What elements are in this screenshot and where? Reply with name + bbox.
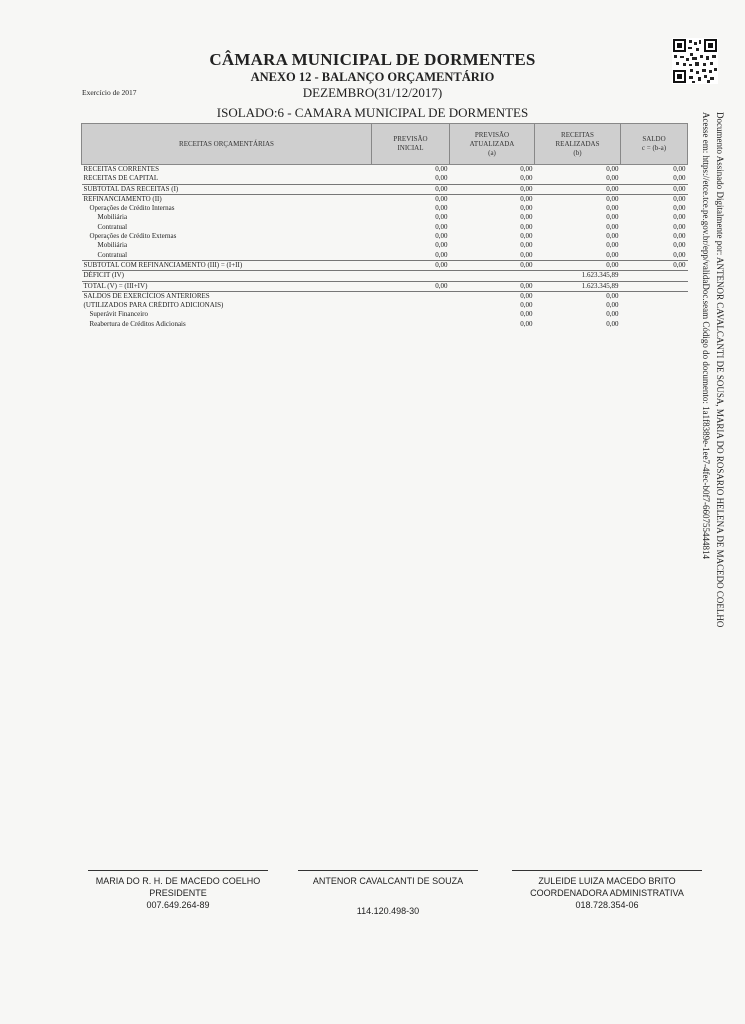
table-row bbox=[82, 232, 688, 241]
value-cell: 0,00 bbox=[450, 291, 535, 301]
value-cell bbox=[372, 301, 450, 310]
value-cell: 0,00 bbox=[621, 260, 688, 270]
value-cell: 1.623.345,89 bbox=[535, 281, 621, 291]
value-cell: 0,00 bbox=[673, 232, 686, 241]
value-cell bbox=[621, 281, 688, 291]
value-cell: 0,00 bbox=[520, 213, 533, 222]
table-row bbox=[82, 301, 688, 310]
row-label: TOTAL (V) = (III+IV) bbox=[82, 281, 372, 291]
table-header-row bbox=[82, 124, 688, 165]
signature-block-coordinator bbox=[512, 870, 702, 911]
column-header: SALDO c = (b-a) bbox=[621, 124, 688, 165]
table-row bbox=[82, 320, 688, 329]
value-cell: 0,00 bbox=[673, 174, 686, 183]
value-cell: 0,00 bbox=[535, 291, 621, 301]
table-row bbox=[82, 223, 688, 232]
row-label: SUBTOTAL COM REFINANCIAMENTO (III) = (I+II) bbox=[82, 260, 372, 270]
signature-notice-line: Documento Assinado Digitalmente por: ANTENOR CAVALCANTI DE SOUSA, MARIA DO ROSARIO HELENA DE MACEDO COELHO bbox=[715, 112, 725, 628]
value-cell: 0,00 bbox=[435, 165, 448, 173]
row-label: REFINANCIAMENTO (II) bbox=[82, 194, 372, 204]
period-label: DEZEMBRO(31/12/2017) bbox=[302, 85, 443, 100]
value-cell: 0,00 bbox=[606, 319, 619, 328]
row-label: DÉFICIT (IV) bbox=[82, 271, 372, 281]
signatory-document: 007.649.264-89 bbox=[146, 900, 210, 910]
signature-block-president bbox=[88, 870, 268, 911]
value-cell: 0,00 bbox=[520, 310, 533, 319]
column-header: RECEITAS REALIZADAS (b) bbox=[535, 124, 621, 165]
row-label: SALDOS DE EXERCÍCIOS ANTERIORES bbox=[82, 291, 372, 301]
value-cell bbox=[621, 310, 688, 319]
value-cell bbox=[450, 271, 535, 281]
value-cell: 0,00 bbox=[520, 250, 533, 259]
value-cell: 0,00 bbox=[673, 222, 686, 231]
signature-line bbox=[512, 870, 702, 871]
value-cell: 0,00 bbox=[435, 222, 448, 231]
budget-table bbox=[81, 123, 688, 329]
signature-line bbox=[298, 870, 478, 871]
value-cell: 0,00 bbox=[606, 174, 619, 183]
value-cell: 0,00 bbox=[535, 184, 621, 194]
qr-code-icon bbox=[672, 38, 718, 84]
value-cell bbox=[372, 310, 450, 319]
exercise-label: Exercício de 2017 bbox=[82, 88, 137, 97]
value-cell: 0,00 bbox=[520, 301, 533, 310]
column-header: RECEITAS ORÇAMENTÁRIAS bbox=[82, 124, 372, 165]
row-label: RECEITAS CORRENTES bbox=[83, 165, 159, 173]
value-cell bbox=[372, 291, 450, 301]
value-cell: 0,00 bbox=[673, 241, 686, 250]
value-cell: 1.623.345,89 bbox=[535, 271, 621, 281]
row-label: Mobiliária bbox=[97, 241, 128, 250]
value-cell: 0,00 bbox=[372, 184, 450, 194]
annex-title: ANEXO 12 - BALANÇO ORÇAMENTÁRIO bbox=[250, 70, 495, 84]
value-cell: 0,00 bbox=[435, 232, 448, 241]
value-cell: 0,00 bbox=[520, 165, 533, 173]
document-title: CÂMARA MUNICIPAL DE DORMENTES bbox=[209, 50, 536, 69]
value-cell bbox=[372, 271, 450, 281]
table-row bbox=[82, 260, 688, 270]
value-cell: 0,00 bbox=[372, 194, 450, 204]
row-label: Operações de Crédito Internas bbox=[89, 204, 175, 213]
row-label: (UTILIZADOS PARA CRÉDITO ADICIONAIS) bbox=[83, 301, 224, 310]
table-row bbox=[82, 213, 688, 222]
value-cell: 0,00 bbox=[606, 204, 619, 213]
value-cell: 0,00 bbox=[535, 260, 621, 270]
value-cell: 0,00 bbox=[435, 204, 448, 213]
row-label: Contratual bbox=[97, 250, 128, 259]
signatory-name: ANTENOR CAVALCANTI DE SOUZA bbox=[312, 876, 464, 886]
value-cell: 0,00 bbox=[520, 204, 533, 213]
value-cell: 0,00 bbox=[520, 222, 533, 231]
value-cell: 0,00 bbox=[673, 204, 686, 213]
value-cell: 0,00 bbox=[450, 184, 535, 194]
table-row bbox=[82, 291, 688, 301]
signatory-role: COORDENADORA ADMINISTRATIVA bbox=[530, 888, 684, 898]
table-row bbox=[82, 241, 688, 250]
signatory-name: ZULEIDE LUIZA MACEDO BRITO bbox=[538, 876, 676, 886]
value-cell: 0,00 bbox=[606, 310, 619, 319]
row-label: SUBTOTAL DAS RECEITAS (I) bbox=[82, 184, 372, 194]
row-label: Reabertura de Créditos Adicionais bbox=[89, 319, 186, 328]
digital-signature-notice bbox=[695, 112, 727, 632]
value-cell: 0,00 bbox=[520, 174, 533, 183]
table-row bbox=[82, 194, 688, 204]
value-cell: 0,00 bbox=[621, 184, 688, 194]
value-cell: 0,00 bbox=[435, 213, 448, 222]
column-header: PREVISÃO INICIAL bbox=[372, 124, 450, 165]
value-cell: 0,00 bbox=[606, 250, 619, 259]
value-cell: 0,00 bbox=[520, 232, 533, 241]
signatory-document: 018.728.354-06 bbox=[575, 900, 639, 910]
value-cell: 0,00 bbox=[435, 241, 448, 250]
table-row bbox=[82, 165, 688, 175]
validation-url-line: Acesse em: https://etce.tce.pe.gov.br/epp/validaDoc.seam Código do documento: 1a1f8389e-1ee7-4fec-b0f7-660755444814 bbox=[701, 112, 711, 560]
table-row bbox=[82, 174, 688, 184]
value-cell: 0,00 bbox=[520, 241, 533, 250]
value-cell: 0,00 bbox=[606, 222, 619, 231]
table-row bbox=[82, 184, 688, 194]
row-label: Contratual bbox=[97, 222, 128, 231]
column-header: PREVISÃO ATUALIZADA (a) bbox=[450, 124, 535, 165]
signature-line bbox=[88, 870, 268, 871]
table-row bbox=[82, 310, 688, 319]
value-cell bbox=[621, 291, 688, 301]
value-cell: 0,00 bbox=[606, 213, 619, 222]
value-cell: 0,00 bbox=[372, 281, 450, 291]
signature-block-accountant bbox=[298, 870, 478, 917]
table-row bbox=[82, 204, 688, 213]
table-row bbox=[82, 281, 688, 291]
value-cell: 0,00 bbox=[450, 194, 535, 204]
value-cell: 0,00 bbox=[535, 194, 621, 204]
table-row bbox=[82, 251, 688, 261]
value-cell: 0,00 bbox=[450, 281, 535, 291]
signatory-role: PRESIDENTE bbox=[149, 888, 207, 898]
value-cell: 0,00 bbox=[450, 260, 535, 270]
table-row bbox=[82, 271, 688, 281]
value-cell: 0,00 bbox=[372, 260, 450, 270]
value-cell: 0,00 bbox=[621, 194, 688, 204]
signatory-role bbox=[298, 887, 478, 899]
value-cell: 0,00 bbox=[520, 319, 533, 328]
value-cell: 0,00 bbox=[606, 165, 619, 173]
value-cell: 0,00 bbox=[673, 165, 686, 173]
value-cell: 0,00 bbox=[435, 174, 448, 183]
value-cell: 0,00 bbox=[673, 250, 686, 259]
value-cell bbox=[621, 320, 688, 329]
row-label: Operações de Crédito Externas bbox=[89, 232, 177, 241]
value-cell: 0,00 bbox=[606, 241, 619, 250]
value-cell: 0,00 bbox=[435, 250, 448, 259]
value-cell: 0,00 bbox=[673, 213, 686, 222]
row-label: Superávit Financeiro bbox=[89, 310, 149, 319]
value-cell bbox=[621, 301, 688, 310]
row-label: RECEITAS DE CAPITAL bbox=[83, 174, 159, 183]
value-cell bbox=[372, 320, 450, 329]
signatory-document: 114.120.498-30 bbox=[356, 906, 420, 916]
row-label: Mobiliária bbox=[97, 213, 128, 222]
entity-label: ISOLADO:6 - CAMARA MUNICIPAL DE DORMENTES bbox=[216, 105, 529, 120]
value-cell: 0,00 bbox=[606, 232, 619, 241]
value-cell: 0,00 bbox=[606, 301, 619, 310]
value-cell bbox=[621, 271, 688, 281]
signatory-name: MARIA DO R. H. DE MACEDO COELHO bbox=[95, 876, 261, 886]
